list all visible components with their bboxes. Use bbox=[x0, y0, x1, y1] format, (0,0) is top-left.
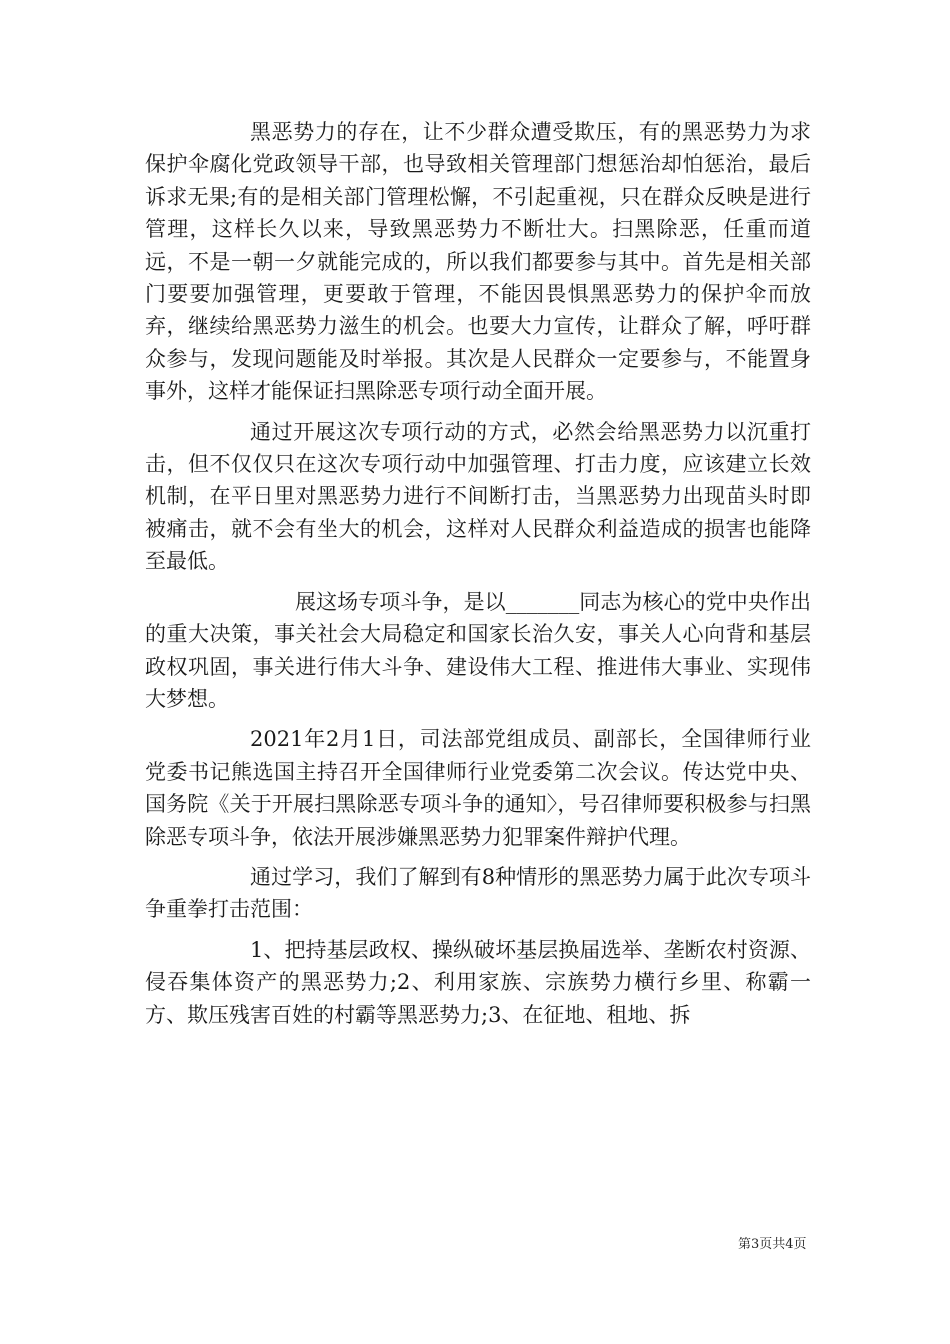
page-number: 第3页共4页 bbox=[738, 1237, 807, 1252]
paragraph: 黑恶势力的存在，让不少群众遭受欺压，有的黑恶势力为求保护伞腐化党政领导干部，也导致相关管理部门想惩治却怕惩治，最后诉求无果;有的是相关部门管理松懈，不引起重视，只在群众反映是进行管理，这样长久以来，导致黑恶势力不断壮大。扫黑除恶，任重而道远，不是一朝一夕就能完成的，所以我们都要参与其中。首先是相关部门要要加强管理，更要敢于管理，不能因畏惧黑恶势力的保护伞而放弃，继续给黑恶势力滋生的机会。也要大力宣传，让群众了解，呼吁群众参与，发现问题能及时举报。其次是人民群众一定要参与，不能置身事外，这样才能保证扫黑除恶专项行动全面开展。 bbox=[145, 120, 811, 404]
paragraph: 展这场专项斗争，是以_______同志为核心的党中央作出的重大决策，事关社会大局稳定和国家长治久安，事关人心向背和基层政权巩固，事关进行伟大斗争、建设伟大工程、推进伟大事业、实现伟大梦想。 bbox=[145, 589, 811, 711]
document-body bbox=[145, 116, 811, 1031]
paragraph: 2021年2月1日，司法部党组成员、副部长，全国律师行业党委书记熊选国主持召开全国律师行业党委第二次会议。传达党中央、国务院《关于开展扫黑除恶专项斗争的通知〉，号召律师要积极参与扫黑除恶专项斗争，依法开展涉嫌黑恶势力犯罪案件辩护代理。 bbox=[145, 727, 811, 849]
paragraph: 通过开展这次专项行动的方式，必然会给黑恶势力以沉重打击，但不仅仅只在这次专项行动中加强管理、打击力度，应该建立长效机制，在平日里对黑恶势力进行不间断打击，当黑恶势力出现苗头时即被痛击，就不会有坐大的机会，这样对人民群众利益造成的损害也能降至最低。 bbox=[145, 419, 811, 574]
paragraph: 1、把持基层政权、操纵破坏基层换届选举、垄断农村资源、侵吞集体资产的黑恶势力;2、利用家族、宗族势力横行乡里、称霸一方、欺压残害百姓的村霸等黑恶势力;3、在征地、租地、拆 bbox=[145, 937, 811, 1027]
paragraph: 通过学习，我们了解到有8种情形的黑恶势力属于此次专项斗争重拳打击范围： bbox=[145, 864, 811, 922]
